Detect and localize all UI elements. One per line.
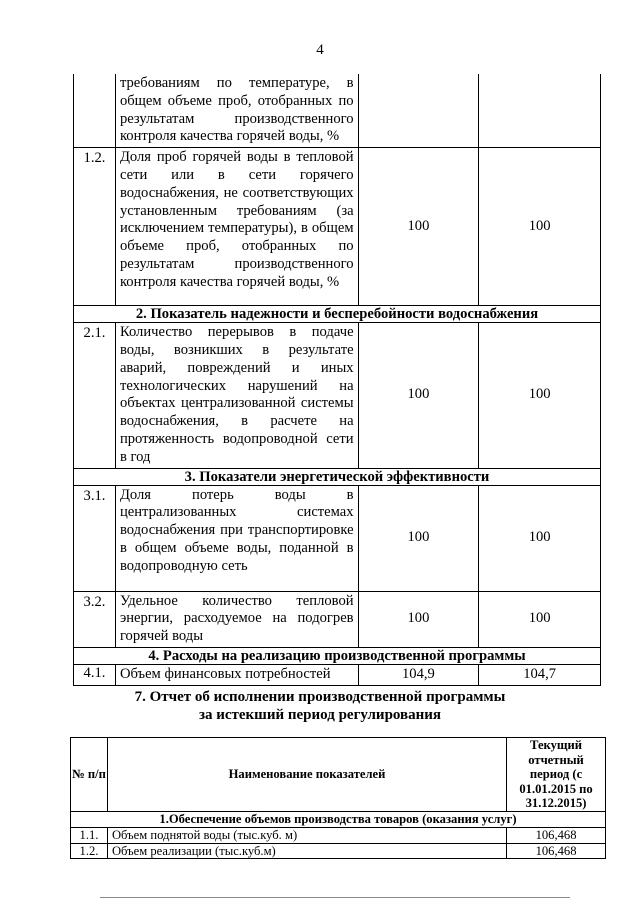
section-title: 4. Расходы на реализацию производственной программы [74,647,601,664]
row-number: 3.2. [74,591,116,647]
table-row [74,148,601,306]
section-row [74,647,601,664]
table-row [74,74,601,148]
row-description: Удельное количество тепловой энергии, расходуемое на подогрев горячей воды [115,591,358,647]
header-period: Текущий отчетный период (с 01.01.2015 по 31.12.2015) [507,738,606,812]
row-number: 1.2. [74,148,116,306]
row-number: 2.1. [74,323,116,468]
section-title: 1.Обеспечение объемов производства товаров (оказания услуг) [71,811,606,827]
row-description: Количество перерывов в подаче воды, возникших в результате аварий, повреждений и иных технологических нарушений на объектах централизованной системы водоснабжения, в расчете на протяженность водопроводной сети в год [115,323,358,468]
indicators-table [73,74,601,686]
row-number [74,74,116,148]
row-value-target: 100 [479,591,601,647]
row-description: Доля потерь воды в централизованных системах водоснабжения при транспортировке в общем объеме воды, поданной в водопроводную сеть [115,485,358,591]
row-value-base: 104,9 [358,664,479,685]
section-row [71,811,606,827]
row-value-target: 104,7 [479,664,601,685]
table-row [74,485,601,591]
heading-line-1: 7. Отчет об исполнении производственной программы [134,689,506,705]
section-title: 3. Показатели энергетической эффективности [74,468,601,485]
table-row [71,843,606,859]
row-number: 3.1. [74,485,116,591]
table-row [74,664,601,685]
row-value-target: 100 [479,148,601,306]
table-row [71,827,606,843]
table-row [74,323,601,468]
header-name: Наименование показателей [107,738,506,812]
row-value-base: 100 [358,485,479,591]
row-description: Доля проб горячей воды в тепловой сети или в сети горячего водоснабжения, не соответствующих установленным требованиям (за исключением температуры), в общем объеме проб, отобранных по результатам производственного контроля качества горячей воды, % [115,148,358,306]
row-value-target: 100 [479,323,601,468]
row-name: Объем поднятой воды (тыс.куб. м) [107,827,506,843]
section-row [74,306,601,323]
row-value-base: 100 [358,148,479,306]
row-value-base: 100 [358,591,479,647]
row-value-base: 100 [358,323,479,468]
section-row [74,468,601,485]
row-value: 106,468 [507,843,606,859]
row-number: 4.1. [74,664,116,685]
header-num: № п/п [71,738,108,812]
row-description: Объем финансовых потребностей [115,664,358,685]
header-row [71,738,606,812]
section-heading [0,688,640,724]
page-number: 4 [316,42,324,58]
row-name: Объем реализации (тыс.куб.м) [107,843,506,859]
table-row [74,591,601,647]
heading-line-2: за истекший период регулирования [198,707,442,723]
page-edge-line [100,897,570,899]
row-value-target: 100 [479,485,601,591]
row-value: 106,468 [507,827,606,843]
section-title: 2. Показатель надежности и бесперебойности водоснабжения [74,306,601,323]
row-description: требованиям по температуре, в общем объеме проб, отобранных по результатам производственного контроля качества горячей воды, % [115,74,358,148]
row-number: 1.2. [71,843,108,859]
row-number: 1.1. [71,827,108,843]
report-table [70,737,606,859]
